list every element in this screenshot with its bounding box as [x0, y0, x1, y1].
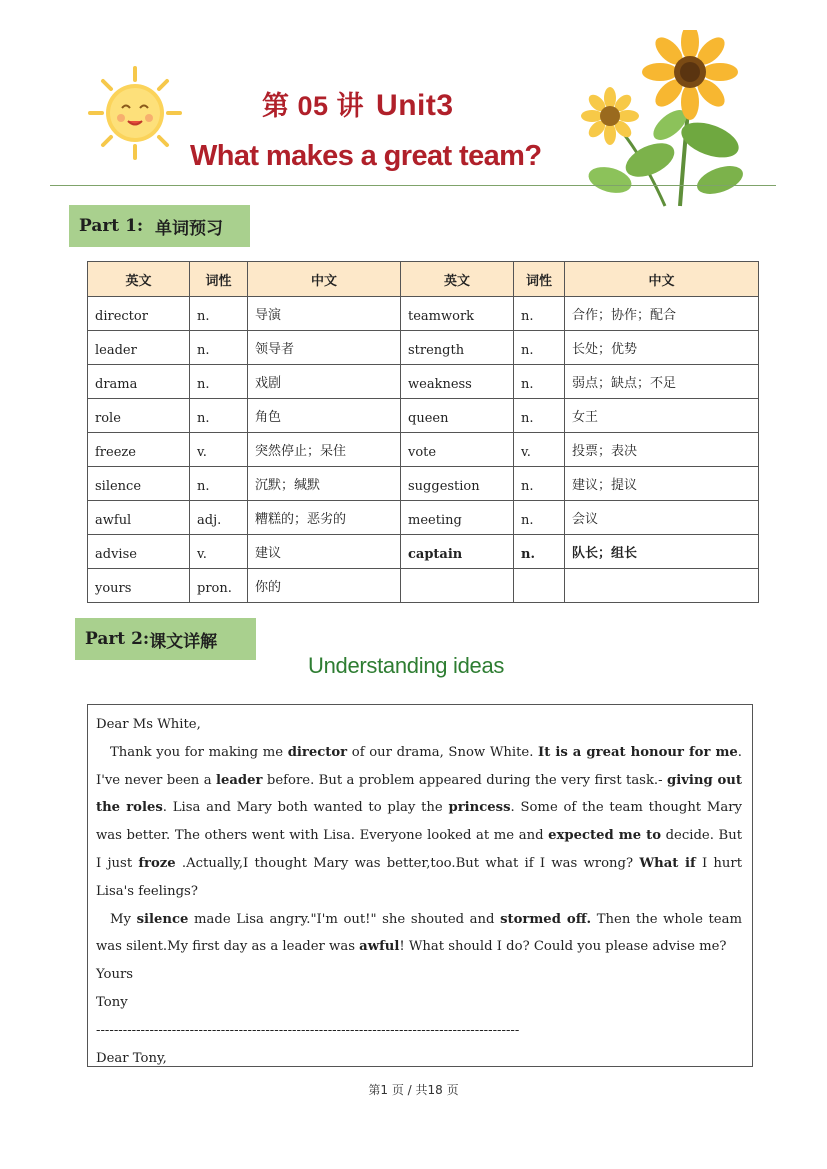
part2-prefix: Part 2:	[85, 629, 150, 649]
word-cell: vote	[401, 433, 514, 467]
body-text: . Lisa and Mary both wanted to play the	[162, 800, 449, 816]
pos-cell: n.	[514, 467, 565, 501]
table-row	[88, 365, 759, 399]
meaning-cell: 合作；协作；配合	[565, 297, 759, 331]
letter-closing: Yours	[96, 967, 134, 983]
meaning-cell: 建议	[248, 535, 401, 569]
meaning-cell: 糟糕的；恶劣的	[248, 501, 401, 535]
body-text: decide. But I just	[96, 828, 742, 871]
meaning-cell: 弱点；缺点；不足	[565, 365, 759, 399]
header-divider	[50, 185, 776, 186]
pos-cell: adj.	[190, 501, 248, 535]
emphasized-text: froze	[138, 855, 176, 871]
table-row	[88, 467, 759, 501]
body-text: before. But a problem appeared during the very first task.-	[262, 772, 667, 788]
table-row	[88, 297, 759, 331]
part2-heading	[75, 618, 256, 660]
word-cell: awful	[88, 501, 190, 535]
body-text: ! What should I do? Could you please advise me?	[399, 939, 727, 955]
emphasized-text: leader	[215, 772, 263, 788]
body-text: Then the whole team was silent.My first day as a leader was	[96, 911, 742, 955]
word-cell: advise	[88, 535, 190, 569]
meaning-cell: 导演	[248, 297, 401, 331]
column-header: 中文	[248, 262, 401, 297]
pos-cell: n.	[514, 535, 565, 569]
unit-label: Unit3	[376, 89, 454, 122]
pos-cell: pron.	[190, 569, 248, 603]
meaning-cell: 会议	[565, 501, 759, 535]
body-text: . I've never been a	[96, 744, 742, 788]
word-cell: drama	[88, 365, 190, 399]
pos-cell: n.	[190, 399, 248, 433]
emphasized-text: stormed off.	[500, 911, 592, 927]
pos-cell: n.	[190, 365, 248, 399]
emphasized-text: expected me to	[548, 828, 661, 844]
table-row	[88, 501, 759, 535]
part1-prefix: Part 1:	[79, 216, 144, 236]
letter-paragraph-2	[96, 906, 742, 962]
letter-signature: Tony	[96, 994, 128, 1010]
word-cell: queen	[401, 399, 514, 433]
body-text: of our drama, Snow White.	[347, 744, 539, 760]
meaning-cell: 沉默；缄默	[248, 467, 401, 501]
emphasized-text: awful	[359, 939, 400, 955]
meaning-cell: 突然停止；呆住	[248, 433, 401, 467]
word-cell: role	[88, 399, 190, 433]
vocabulary-table	[87, 261, 759, 603]
letter-divider: -----------------------------------------------------------------------------------------------	[96, 1022, 520, 1038]
pos-cell: n.	[514, 331, 565, 365]
meaning-cell: 长处；优势	[565, 331, 759, 365]
word-cell: freeze	[88, 433, 190, 467]
meaning-cell: 队长；组长	[565, 535, 759, 569]
meaning-cell: 戏剧	[248, 365, 401, 399]
meaning-cell: 你的	[248, 569, 401, 603]
word-cell: suggestion	[401, 467, 514, 501]
table-row	[88, 535, 759, 569]
column-header: 英文	[88, 262, 190, 297]
table-row	[88, 399, 759, 433]
meaning-cell: 领导者	[248, 331, 401, 365]
body-text: . Some of the team thought Mary was better. The others went with Lisa. Everyone looked at me and	[96, 800, 742, 844]
part2-title: 课文详解	[149, 631, 218, 652]
emphasized-text: It is a great honour for me	[538, 744, 738, 760]
unit-subtitle: What makes a great team?	[190, 140, 542, 172]
emphasized-text: director	[287, 744, 348, 760]
word-cell	[401, 569, 514, 603]
pos-cell: v.	[190, 535, 248, 569]
word-cell: strength	[401, 331, 514, 365]
body-text: .Actually,I thought Mary was better,too.But what if I was wrong?	[175, 855, 640, 871]
table-row	[88, 433, 759, 467]
emphasized-text: silence	[136, 911, 189, 927]
letter-greeting: Dear Ms White,	[96, 717, 201, 732]
body-text: I hurt Lisa's feelings?	[96, 855, 742, 899]
sunflower-illustration	[570, 30, 770, 208]
part1-title: 单词预习	[155, 218, 224, 239]
lecture-title	[262, 84, 454, 123]
pos-cell: v.	[190, 433, 248, 467]
body-text: My	[110, 911, 137, 927]
column-header: 中文	[565, 262, 759, 297]
table-row	[88, 569, 759, 603]
word-cell: silence	[88, 467, 190, 501]
body-text: made Lisa angry."I'm out!" she shouted and	[188, 911, 501, 927]
meaning-cell: 女王	[565, 399, 759, 433]
pos-cell	[514, 569, 565, 603]
emphasized-text: princess	[448, 800, 511, 816]
pos-cell: n.	[514, 297, 565, 331]
meaning-cell: 建议；提议	[565, 467, 759, 501]
table-row	[88, 331, 759, 365]
word-cell: yours	[88, 569, 190, 603]
pos-cell: v.	[514, 433, 565, 467]
letter-box	[87, 704, 753, 1067]
pos-cell: n.	[514, 501, 565, 535]
part1-heading	[69, 205, 250, 247]
column-header: 英文	[401, 262, 514, 297]
column-header: 词性	[514, 262, 565, 297]
word-cell: meeting	[401, 501, 514, 535]
word-cell: director	[88, 297, 190, 331]
meaning-cell	[565, 569, 759, 603]
meaning-cell: 投票；表决	[565, 433, 759, 467]
page-footer: 第1 页 / 共18 页	[368, 1083, 459, 1097]
pos-cell: n.	[514, 399, 565, 433]
pos-cell: n.	[190, 297, 248, 331]
body-text: Thank you for making me	[110, 744, 288, 760]
reply-greeting: Dear Tony,	[96, 1050, 167, 1066]
pos-cell: n.	[190, 331, 248, 365]
section-title: Understanding ideas	[308, 653, 505, 678]
table-header-row	[88, 262, 759, 297]
letter-paragraph-1	[96, 739, 742, 906]
lecture-number: 第 05 讲	[262, 91, 365, 121]
emphasized-text: What if	[639, 855, 696, 871]
word-cell: weakness	[401, 365, 514, 399]
pos-cell: n.	[190, 467, 248, 501]
word-cell: teamwork	[401, 297, 514, 331]
pos-cell: n.	[514, 365, 565, 399]
word-cell: captain	[401, 535, 514, 569]
column-header: 词性	[190, 262, 248, 297]
meaning-cell: 角色	[248, 399, 401, 433]
word-cell: leader	[88, 331, 190, 365]
sun-illustration	[86, 64, 184, 162]
emphasized-text: giving out the roles	[96, 772, 742, 816]
